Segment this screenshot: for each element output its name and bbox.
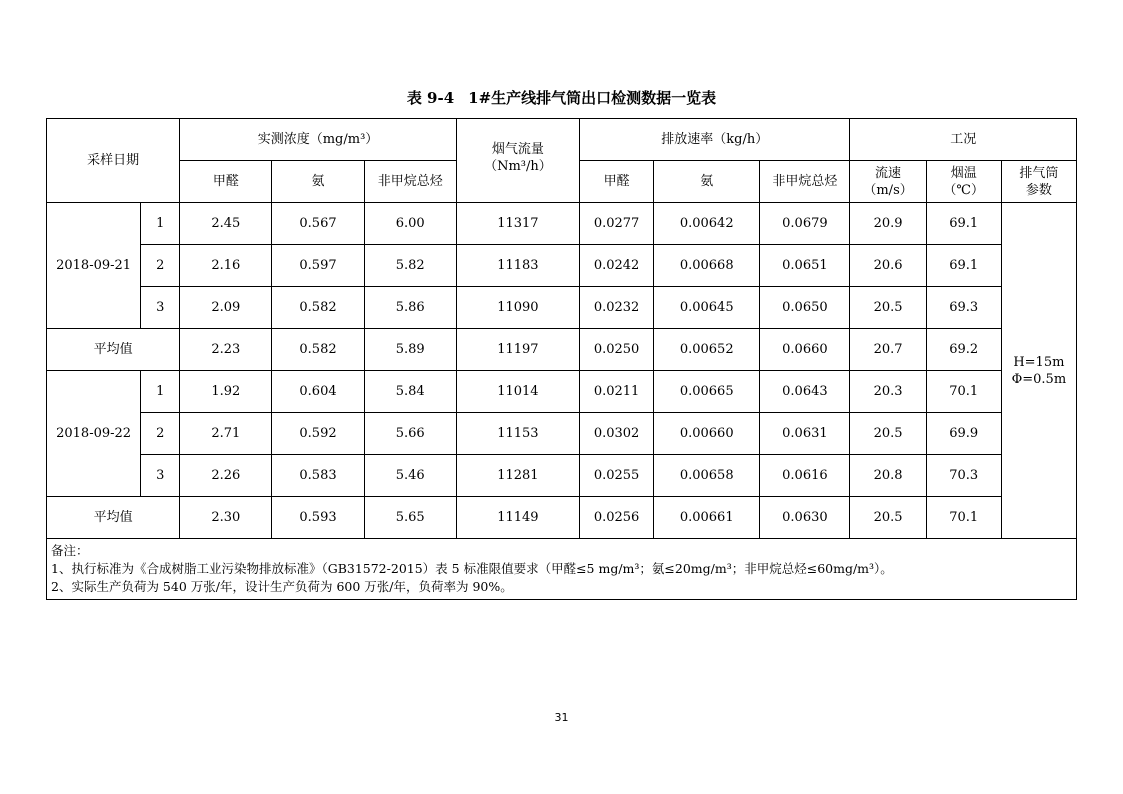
table-number: 表 9-4 [406, 89, 455, 107]
average-label: 平均值 [47, 497, 180, 539]
temperature-label: 烟温 [950, 165, 977, 181]
cell-conc-ammonia: 0.582 [272, 329, 364, 371]
header-conc-ammonia: 氨 [272, 161, 364, 203]
stack-diameter: Φ=0.5m [1011, 371, 1067, 387]
cell-conc-nmhc: 5.65 [364, 497, 456, 539]
cell-rate-formaldehyde: 0.0211 [580, 371, 654, 413]
average-row [47, 329, 1077, 371]
cell-conc-nmhc: 5.46 [364, 455, 456, 497]
header-conditions-group: 工况 [850, 119, 1077, 161]
cell-temperature: 69.3 [926, 287, 1001, 329]
cell-temperature: 69.1 [926, 245, 1001, 287]
stack-params-cell [1001, 203, 1076, 539]
cell-rate-formaldehyde: 0.0302 [580, 413, 654, 455]
cell-conc-formaldehyde: 2.09 [180, 287, 272, 329]
cell-rate-nmhc: 0.0631 [760, 413, 850, 455]
header-sampling-date: 采样日期 [47, 119, 180, 203]
notes-cell [47, 539, 1077, 600]
table-row [47, 203, 1077, 245]
header-stack-params [1001, 161, 1076, 203]
flue-flow-label: 烟气流量 [491, 142, 544, 157]
table-row [47, 455, 1077, 497]
table-body [47, 119, 1077, 600]
cell-temperature: 69.2 [926, 329, 1001, 371]
stack-params-line1: 排气筒 [1019, 165, 1059, 181]
cell-conc-ammonia: 0.592 [272, 413, 364, 455]
cell-rate-nmhc: 0.0679 [760, 203, 850, 245]
table-title-text: 1#生产线排气筒出口检测数据一览表 [468, 89, 717, 107]
cell-temperature: 69.1 [926, 203, 1001, 245]
cell-rate-ammonia: 0.00660 [654, 413, 760, 455]
cell-rate-ammonia: 0.00642 [654, 203, 760, 245]
header-conc-formaldehyde: 甲醛 [180, 161, 272, 203]
cell-conc-ammonia: 0.567 [272, 203, 364, 245]
cell-rate-formaldehyde: 0.0250 [580, 329, 654, 371]
cell-flue-flow: 11197 [456, 329, 579, 371]
header-rate-formaldehyde: 甲醛 [580, 161, 654, 203]
cell-conc-formaldehyde: 2.45 [180, 203, 272, 245]
cell-flue-flow: 11153 [456, 413, 579, 455]
temperature-unit: （℃） [943, 182, 984, 198]
cell-velocity: 20.7 [850, 329, 926, 371]
cell-flue-flow: 11149 [456, 497, 579, 539]
cell-rate-ammonia: 0.00668 [654, 245, 760, 287]
table-row [47, 413, 1077, 455]
cell-flue-flow: 11281 [456, 455, 579, 497]
header-rate-ammonia: 氨 [654, 161, 760, 203]
cell-temperature: 69.9 [926, 413, 1001, 455]
sample-number: 3 [141, 455, 180, 497]
cell-rate-nmhc: 0.0643 [760, 371, 850, 413]
sample-number: 3 [141, 287, 180, 329]
cell-conc-formaldehyde: 2.71 [180, 413, 272, 455]
cell-rate-nmhc: 0.0650 [760, 287, 850, 329]
cell-conc-formaldehyde: 2.26 [180, 455, 272, 497]
notes-line-2: 2、实际生产负荷为 540 万张/年，设计生产负荷为 600 万张/年，负荷率为 90%。 [51, 579, 513, 594]
cell-velocity: 20.5 [850, 413, 926, 455]
header-velocity [850, 161, 926, 203]
cell-rate-ammonia: 0.00652 [654, 329, 760, 371]
cell-conc-nmhc: 5.82 [364, 245, 456, 287]
sample-number: 2 [141, 245, 180, 287]
cell-rate-formaldehyde: 0.0277 [580, 203, 654, 245]
sample-number: 1 [141, 371, 180, 413]
velocity-unit: （m/s） [863, 182, 913, 198]
cell-temperature: 70.3 [926, 455, 1001, 497]
sample-number: 2 [141, 413, 180, 455]
cell-rate-nmhc: 0.0651 [760, 245, 850, 287]
notes-heading: 备注： [51, 543, 89, 558]
cell-conc-ammonia: 0.582 [272, 287, 364, 329]
flue-flow-unit: （Nm³/h） [484, 159, 552, 174]
cell-conc-ammonia: 0.597 [272, 245, 364, 287]
cell-rate-ammonia: 0.00645 [654, 287, 760, 329]
date-cell: 2018-09-21 [47, 203, 141, 329]
cell-conc-nmhc: 5.89 [364, 329, 456, 371]
cell-rate-nmhc: 0.0616 [760, 455, 850, 497]
header-row-1 [47, 119, 1077, 161]
cell-rate-ammonia: 0.00658 [654, 455, 760, 497]
cell-conc-ammonia: 0.604 [272, 371, 364, 413]
cell-rate-ammonia: 0.00665 [654, 371, 760, 413]
cell-rate-formaldehyde: 0.0256 [580, 497, 654, 539]
cell-conc-ammonia: 0.583 [272, 455, 364, 497]
cell-conc-ammonia: 0.593 [272, 497, 364, 539]
average-row [47, 497, 1077, 539]
header-concentration-group: 实测浓度（mg/m³） [180, 119, 457, 161]
notes-line-1: 1、执行标准为《合成树脂工业污染物排放标准》（GB31572-2015）表 5 标准限值要求（甲醛≤5 mg/m³；氨≤20mg/m³；非甲烷总烃≤60mg/m³）。 [51, 561, 893, 576]
table-title [0, 87, 1123, 108]
cell-conc-formaldehyde: 2.23 [180, 329, 272, 371]
header-emission-rate-group: 排放速率（kg/h） [580, 119, 850, 161]
stack-height: H=15m [1013, 354, 1065, 370]
sample-number: 1 [141, 203, 180, 245]
table-row [47, 287, 1077, 329]
header-rate-nmhc: 非甲烷总烃 [760, 161, 850, 203]
cell-flue-flow: 11317 [456, 203, 579, 245]
emission-data-table [46, 118, 1077, 600]
stack-params-line2: 参数 [1025, 182, 1052, 198]
cell-velocity: 20.8 [850, 455, 926, 497]
cell-conc-nmhc: 5.84 [364, 371, 456, 413]
cell-velocity: 20.5 [850, 287, 926, 329]
date-cell: 2018-09-22 [47, 371, 141, 497]
table-row [47, 245, 1077, 287]
table-row [47, 371, 1077, 413]
cell-temperature: 70.1 [926, 371, 1001, 413]
cell-flue-flow: 11014 [456, 371, 579, 413]
cell-rate-nmhc: 0.0630 [760, 497, 850, 539]
cell-rate-formaldehyde: 0.0255 [580, 455, 654, 497]
cell-conc-nmhc: 5.66 [364, 413, 456, 455]
cell-velocity: 20.6 [850, 245, 926, 287]
cell-conc-formaldehyde: 2.16 [180, 245, 272, 287]
cell-velocity: 20.5 [850, 497, 926, 539]
page-number: 31 [554, 711, 569, 724]
cell-rate-formaldehyde: 0.0242 [580, 245, 654, 287]
cell-velocity: 20.9 [850, 203, 926, 245]
cell-rate-ammonia: 0.00661 [654, 497, 760, 539]
notes-row [47, 539, 1077, 600]
cell-temperature: 70.1 [926, 497, 1001, 539]
cell-velocity: 20.3 [850, 371, 926, 413]
average-label: 平均值 [47, 329, 180, 371]
cell-conc-formaldehyde: 1.92 [180, 371, 272, 413]
cell-conc-nmhc: 6.00 [364, 203, 456, 245]
cell-conc-nmhc: 5.86 [364, 287, 456, 329]
cell-rate-formaldehyde: 0.0232 [580, 287, 654, 329]
cell-conc-formaldehyde: 2.30 [180, 497, 272, 539]
velocity-label: 流速 [875, 165, 902, 181]
header-flue-flow [456, 119, 579, 203]
cell-rate-nmhc: 0.0660 [760, 329, 850, 371]
header-temperature [926, 161, 1001, 203]
cell-flue-flow: 11090 [456, 287, 579, 329]
cell-flue-flow: 11183 [456, 245, 579, 287]
header-conc-nmhc: 非甲烷总烃 [364, 161, 456, 203]
